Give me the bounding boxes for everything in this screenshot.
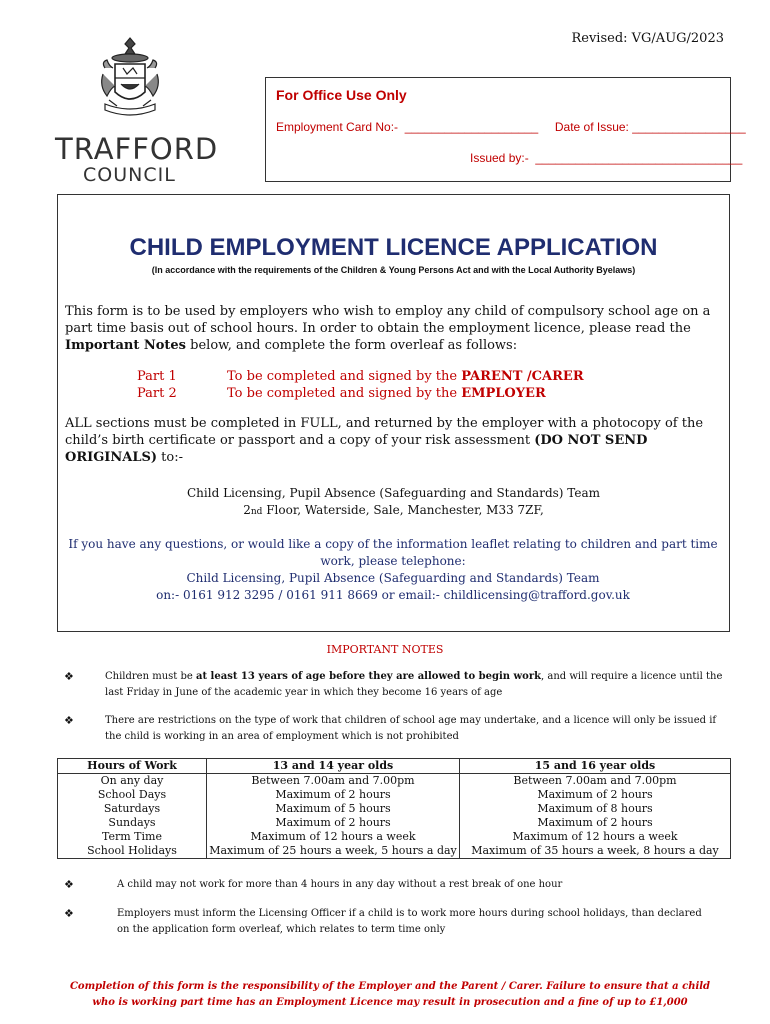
table-header-row — [58, 759, 731, 774]
submission-end: to:- — [157, 450, 184, 465]
table-row — [58, 774, 731, 789]
coat-of-arms-icon — [97, 34, 163, 126]
office-use-box — [265, 77, 746, 182]
office-use-title: For Office Use Only — [276, 87, 407, 103]
table-cell: Maximum of 2 hours — [207, 816, 460, 830]
intro-paragraph — [65, 303, 715, 354]
note-1-post: , and will require a licence until the last Friday in June of the academic year in which they become 16 years of age — [105, 671, 723, 698]
footer-warning: Completion of this form is the responsibility of the Employer and the Parent / Carer. Failure to ensure that a child who is working part time has an Employment Licence may result in prosecution and a fine of up to £1,000 — [69, 981, 711, 1008]
part-2 — [137, 385, 584, 402]
table-cell: Maximum of 2 hours — [460, 816, 731, 830]
table-cell: Maximum of 5 hours — [207, 802, 460, 816]
revision-label: Revised: VG/AUG/2023 — [571, 31, 724, 46]
table-cell: Maximum of 25 hours a week, 5 hours a day — [207, 844, 460, 859]
table-cell: Maximum of 12 hours a week — [207, 830, 460, 844]
table-cell: Saturdays — [58, 802, 207, 816]
floor-number: 2 — [243, 503, 251, 517]
contact-block — [68, 536, 718, 604]
part-1-text: To be completed and signed by the — [227, 369, 462, 384]
bullet-diamond-icon: ❖ — [64, 878, 74, 891]
note-1-pre: Children must be — [105, 671, 196, 682]
brand-subname: COUNCIL — [83, 164, 176, 186]
trafford-council-logo — [55, 34, 219, 186]
table-cell: Sundays — [58, 816, 207, 830]
postal-address — [58, 485, 729, 521]
note-bullet-4: Employers must inform the Licensing Officer if a child is to work more hours during school holidays, than declared on the application form overleaf, which relates to term time only — [117, 908, 702, 935]
table-row — [58, 816, 731, 830]
address-line-2 — [58, 502, 729, 521]
part-2-text: To be completed and signed by the — [227, 386, 462, 401]
employment-card-line: Employment Card No:- ____________________ Date of Issue: _________________ — [276, 120, 746, 134]
part-1-label: Part 1 — [137, 369, 177, 384]
table-header: 15 and 16 year olds — [460, 759, 731, 774]
table-cell: Between 7.00am and 7.00pm — [207, 774, 460, 789]
part-1-bold: PARENT /CARER — [461, 369, 584, 384]
bullet-diamond-icon: ❖ — [64, 670, 74, 683]
parts-list — [137, 368, 584, 402]
address-line-1: Child Licensing, Pupil Absence (Safeguarding and Standards) Team — [187, 486, 600, 500]
brand-name: TRAFFORD — [55, 132, 219, 166]
note-bullet-1 — [105, 669, 725, 701]
intro-bold: Important Notes — [65, 338, 187, 353]
address-rest: Floor, Waterside, Sale, Manchester, M33 7ZF, — [262, 503, 544, 517]
important-notes-heading: IMPORTANT NOTES — [326, 643, 444, 656]
table-header: Hours of Work — [58, 759, 207, 774]
table-cell: On any day — [58, 774, 207, 789]
submission-text: ALL sections must be completed in FULL, and returned by the employer with a photocopy of the child’s birth certificate or passport and a copy of your risk assessment — [65, 416, 704, 448]
table-row — [58, 788, 731, 802]
bullet-diamond-icon: ❖ — [64, 907, 74, 920]
table-row — [58, 844, 731, 859]
table-cell: Maximum of 8 hours — [460, 802, 731, 816]
table-cell: Maximum of 35 hours a week, 8 hours a day — [460, 844, 731, 859]
floor-suffix: nd — [250, 507, 263, 517]
table-cell: Maximum of 12 hours a week — [460, 830, 731, 844]
question-text: If you have any questions, or would like a copy of the information leaflet relating to children and part time work, please telephone: — [68, 537, 718, 568]
intro-text: This form is to be used by employers who wish to employ any child of compulsory school age on a part time basis out of school hours. In order to obtain the employment licence, please read the — [65, 304, 711, 336]
table-cell: Term Time — [58, 830, 207, 844]
contact-details[interactable]: on:- 0161 912 3295 / 0161 911 8669 or email:- childlicensing@trafford.gov.uk — [156, 588, 630, 602]
note-bullet-2: There are restrictions on the type of work that children of school age may undertake, and a licence will only be issued if the child is working in an area of employment which is not prohibited — [105, 715, 717, 742]
application-info-box — [57, 194, 730, 632]
team-name: Child Licensing, Pupil Absence (Safeguarding and Standards) Team — [186, 571, 600, 585]
table-cell: School Days — [58, 788, 207, 802]
note-1-bold: at least 13 years of age before they are allowed to begin work — [195, 671, 542, 682]
table-cell: Maximum of 2 hours — [207, 788, 460, 802]
bullet-diamond-icon: ❖ — [64, 714, 74, 727]
part-2-label: Part 2 — [137, 386, 177, 401]
table-cell: Between 7.00am and 7.00pm — [460, 774, 731, 789]
table-row — [58, 802, 731, 816]
intro-end: below, and complete the form overleaf as follows: — [186, 338, 518, 353]
issued-by-line: Issued by:- _______________________________ — [470, 151, 743, 165]
submission-paragraph — [65, 415, 720, 466]
part-2-bold: EMPLOYER — [461, 386, 546, 401]
note-bullet-3: A child may not work for more than 4 hours in any day without a rest break of one hour — [117, 879, 563, 890]
page-title: CHILD EMPLOYMENT LICENCE APPLICATION — [129, 234, 658, 261]
page-subtitle: (In accordance with the requirements of the Children & Young Persons Act and with the Local Authority Byelaws) — [151, 265, 636, 275]
table-row — [58, 830, 731, 844]
table-header: 13 and 14 year olds — [207, 759, 460, 774]
part-1 — [137, 368, 584, 385]
table-cell: Maximum of 2 hours — [460, 788, 731, 802]
submission-bold: (DO NOT SEND ORIGINALS) — [65, 433, 648, 465]
table-cell: School Holidays — [58, 844, 207, 859]
working-hours-table — [57, 758, 731, 859]
